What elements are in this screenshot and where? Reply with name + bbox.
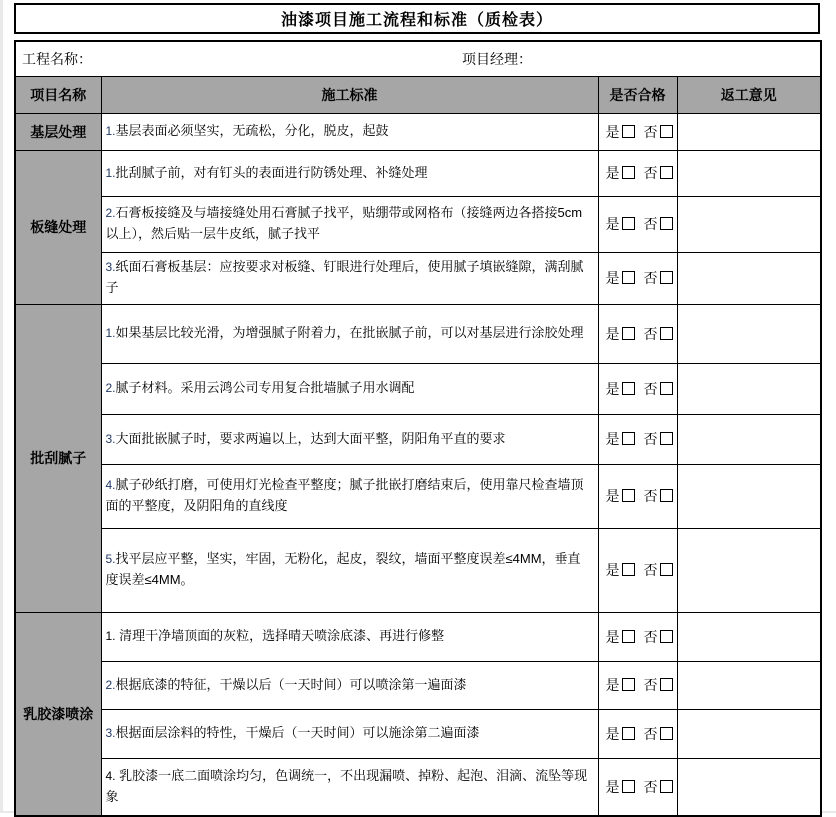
rework-comment-cell[interactable] bbox=[677, 612, 821, 661]
no-checkbox[interactable] bbox=[660, 382, 673, 395]
yes-label: 是 bbox=[605, 562, 620, 578]
project-manager-label: 项目经理： bbox=[462, 50, 532, 67]
page-title: 油漆项目施工流程和标准（质检表） bbox=[14, 3, 820, 34]
yes-checkbox[interactable] bbox=[622, 382, 635, 395]
qualified-cell bbox=[598, 113, 677, 150]
no-label: 否 bbox=[643, 165, 658, 181]
project-name-label: 工程名称： bbox=[22, 50, 92, 67]
item-number: 2. bbox=[105, 381, 116, 396]
standard-cell bbox=[101, 304, 598, 363]
canvas-edge-left bbox=[0, 0, 3, 813]
column-header-standard: 施工标准 bbox=[101, 76, 598, 113]
no-label: 否 bbox=[643, 123, 658, 140]
item-number: 1. bbox=[105, 124, 116, 139]
standard-cell bbox=[101, 709, 598, 758]
column-header-rework: 返工意见 bbox=[677, 76, 821, 113]
standard-cell bbox=[101, 113, 598, 150]
inspection-table bbox=[14, 40, 822, 817]
no-label: 否 bbox=[643, 677, 658, 693]
item-number: 3. bbox=[105, 431, 116, 446]
standard-text: 乳胶漆一底二面喷涂均匀，色调统一，不出现漏喷、掉粉、起泡、泪滴、流坠等现象 bbox=[105, 767, 588, 804]
no-label: 否 bbox=[643, 562, 658, 578]
yes-label: 是 bbox=[605, 778, 620, 795]
rework-comment-cell[interactable] bbox=[677, 528, 821, 612]
rework-comment-cell[interactable] bbox=[677, 709, 821, 758]
table-row bbox=[15, 661, 821, 709]
yes-checkbox[interactable] bbox=[622, 563, 635, 576]
item-number: 1. bbox=[105, 165, 116, 180]
rework-comment-cell[interactable] bbox=[677, 661, 821, 709]
category-putty-scraping: 批刮腻子 bbox=[15, 304, 101, 612]
yes-checkbox[interactable] bbox=[622, 125, 635, 138]
table-row bbox=[15, 528, 821, 612]
category-base-treatment: 基层处理 bbox=[15, 113, 101, 150]
standard-cell bbox=[101, 758, 598, 816]
standard-cell bbox=[101, 196, 598, 252]
rework-comment-cell[interactable] bbox=[677, 150, 821, 196]
yes-label: 是 bbox=[605, 216, 620, 232]
no-checkbox[interactable] bbox=[660, 489, 673, 502]
qualified-cell bbox=[598, 464, 677, 528]
no-checkbox[interactable] bbox=[660, 678, 673, 691]
rework-comment-cell[interactable] bbox=[677, 414, 821, 464]
no-checkbox[interactable] bbox=[660, 327, 673, 340]
no-label: 否 bbox=[643, 380, 658, 397]
checklist-sheet bbox=[14, 3, 820, 817]
item-number: 5. bbox=[105, 552, 116, 567]
no-label: 否 bbox=[643, 725, 658, 742]
standard-text: 石膏板接缝及与墙接缝处用石膏腻子找平，贴绷带或网格布（接缝两边各搭接5cm以上），然后贴一层牛皮纸，腻子找平 bbox=[105, 205, 583, 241]
no-checkbox[interactable] bbox=[660, 166, 673, 179]
standard-text: 根据面层涂料的特性，干燥后（一天时间）可以施涂第二遍面漆 bbox=[115, 725, 480, 741]
table-row bbox=[15, 113, 821, 150]
standard-text: 腻子材料。采用云鸿公司专用复合批墙腻子用水调配 bbox=[115, 380, 415, 396]
no-label: 否 bbox=[643, 431, 658, 447]
table-row bbox=[15, 196, 821, 252]
no-checkbox[interactable] bbox=[660, 271, 673, 284]
table-row bbox=[15, 709, 821, 758]
no-label: 否 bbox=[643, 325, 658, 342]
standard-text: 如果基层比较光滑，为增强腻子附着力，在批嵌腻子前，可以对基层进行涂胶处理 bbox=[115, 325, 584, 341]
rework-comment-cell[interactable] bbox=[677, 363, 821, 414]
table-row bbox=[15, 363, 821, 414]
standard-text: 清理干净墙顶面的灰粒，选择晴天喷涂底漆、再进行修整 bbox=[115, 628, 445, 644]
standard-cell bbox=[101, 363, 598, 414]
yes-checkbox[interactable] bbox=[622, 727, 635, 740]
standard-text: 批刮腻子前，对有钉头的表面进行防锈处理、补缝处理 bbox=[115, 164, 428, 180]
standard-cell bbox=[101, 464, 598, 528]
qualified-cell bbox=[598, 150, 677, 196]
standard-text: 基层表面必须坚实，无疏松，分化，脱皮，起鼓 bbox=[115, 123, 389, 139]
no-label: 否 bbox=[643, 778, 658, 795]
standard-cell bbox=[101, 252, 598, 304]
yes-checkbox[interactable] bbox=[622, 630, 635, 643]
category-latex-paint-spray: 乳胶漆喷涂 bbox=[15, 612, 101, 816]
yes-label: 是 bbox=[605, 165, 620, 181]
yes-checkbox[interactable] bbox=[622, 327, 635, 340]
standard-text: 腻子砂纸打磨，可使用灯光检查平整度；腻子批嵌打磨结束后，使用靠尺检查墙顶面的平整度，及阴阳角的直线度 bbox=[105, 477, 584, 513]
item-number: 1. bbox=[105, 629, 116, 644]
yes-checkbox[interactable] bbox=[622, 166, 635, 179]
yes-checkbox[interactable] bbox=[622, 678, 635, 691]
table-row bbox=[15, 252, 821, 304]
yes-checkbox[interactable] bbox=[622, 271, 635, 284]
yes-label: 是 bbox=[605, 677, 620, 693]
qualified-cell bbox=[598, 304, 677, 363]
no-label: 否 bbox=[643, 270, 658, 286]
item-number: 2. bbox=[105, 677, 116, 692]
item-number: 3. bbox=[105, 260, 116, 275]
item-number: 4. bbox=[105, 768, 116, 783]
no-checkbox[interactable] bbox=[660, 217, 673, 230]
rework-comment-cell[interactable] bbox=[677, 304, 821, 363]
standard-text: 找平层应平整，坚实，牢固，无粉化，起皮，裂纹，墙面平整度误差≤4MM，垂直度误差≤4MM。 bbox=[105, 551, 581, 587]
yes-label: 是 bbox=[605, 431, 620, 447]
yes-label: 是 bbox=[605, 123, 620, 140]
info-row bbox=[15, 41, 821, 76]
qualified-cell bbox=[598, 661, 677, 709]
no-checkbox[interactable] bbox=[660, 432, 673, 445]
yes-checkbox[interactable] bbox=[622, 432, 635, 445]
yes-checkbox[interactable] bbox=[622, 489, 635, 502]
rework-comment-cell[interactable] bbox=[677, 758, 821, 816]
yes-label: 是 bbox=[605, 488, 620, 504]
project-name-value[interactable] bbox=[92, 42, 212, 76]
no-checkbox[interactable] bbox=[660, 727, 673, 740]
item-number: 1. bbox=[105, 326, 116, 341]
qualified-cell bbox=[598, 612, 677, 661]
item-number: 4. bbox=[105, 478, 116, 493]
table-row bbox=[15, 304, 821, 363]
yes-label: 是 bbox=[605, 270, 620, 286]
yes-checkbox[interactable] bbox=[622, 780, 635, 793]
item-number: 3. bbox=[105, 726, 116, 741]
qualified-cell bbox=[598, 363, 677, 414]
qualified-cell bbox=[598, 252, 677, 304]
standard-text: 纸面石膏板基层：应按要求对板缝、钉眼进行处理后，使用腻子填嵌缝隙，满刮腻子 bbox=[105, 259, 584, 295]
yes-checkbox[interactable] bbox=[622, 217, 635, 230]
no-label: 否 bbox=[643, 488, 658, 504]
table-row bbox=[15, 150, 821, 196]
rework-comment-cell[interactable] bbox=[677, 464, 821, 528]
yes-label: 是 bbox=[605, 325, 620, 342]
standard-text: 大面批嵌腻子时，要求两遍以上，达到大面平整，阴阳角平直的要求 bbox=[115, 430, 506, 446]
rework-comment-cell[interactable] bbox=[677, 196, 821, 252]
table-row bbox=[15, 758, 821, 816]
no-checkbox[interactable] bbox=[660, 563, 673, 576]
standard-cell bbox=[101, 661, 598, 709]
rework-comment-cell[interactable] bbox=[677, 113, 821, 150]
qualified-cell bbox=[598, 528, 677, 612]
standard-cell bbox=[101, 150, 598, 196]
category-board-seam: 板缝处理 bbox=[15, 150, 101, 304]
qualified-cell bbox=[598, 758, 677, 816]
standard-text: 根据底漆的特征，干燥以后（一天时间）可以喷涂第一遍面漆 bbox=[115, 676, 467, 692]
column-header-item: 项目名称 bbox=[15, 76, 101, 113]
yes-label: 是 bbox=[605, 725, 620, 742]
no-checkbox[interactable] bbox=[660, 630, 673, 643]
yes-label: 是 bbox=[605, 628, 620, 645]
qualified-cell bbox=[598, 709, 677, 758]
qualified-cell bbox=[598, 196, 677, 252]
column-header-qualified: 是否合格 bbox=[598, 76, 677, 113]
item-number: 2. bbox=[105, 206, 116, 221]
table-row bbox=[15, 612, 821, 661]
table-row bbox=[15, 464, 821, 528]
no-checkbox[interactable] bbox=[660, 125, 673, 138]
no-checkbox[interactable] bbox=[660, 780, 673, 793]
no-label: 否 bbox=[643, 216, 658, 232]
table-row bbox=[15, 414, 821, 464]
standard-cell bbox=[101, 612, 598, 661]
rework-comment-cell[interactable] bbox=[677, 252, 821, 304]
qualified-cell bbox=[598, 414, 677, 464]
yes-label: 是 bbox=[605, 380, 620, 397]
standard-cell bbox=[101, 528, 598, 612]
no-label: 否 bbox=[643, 628, 658, 645]
standard-cell bbox=[101, 414, 598, 464]
